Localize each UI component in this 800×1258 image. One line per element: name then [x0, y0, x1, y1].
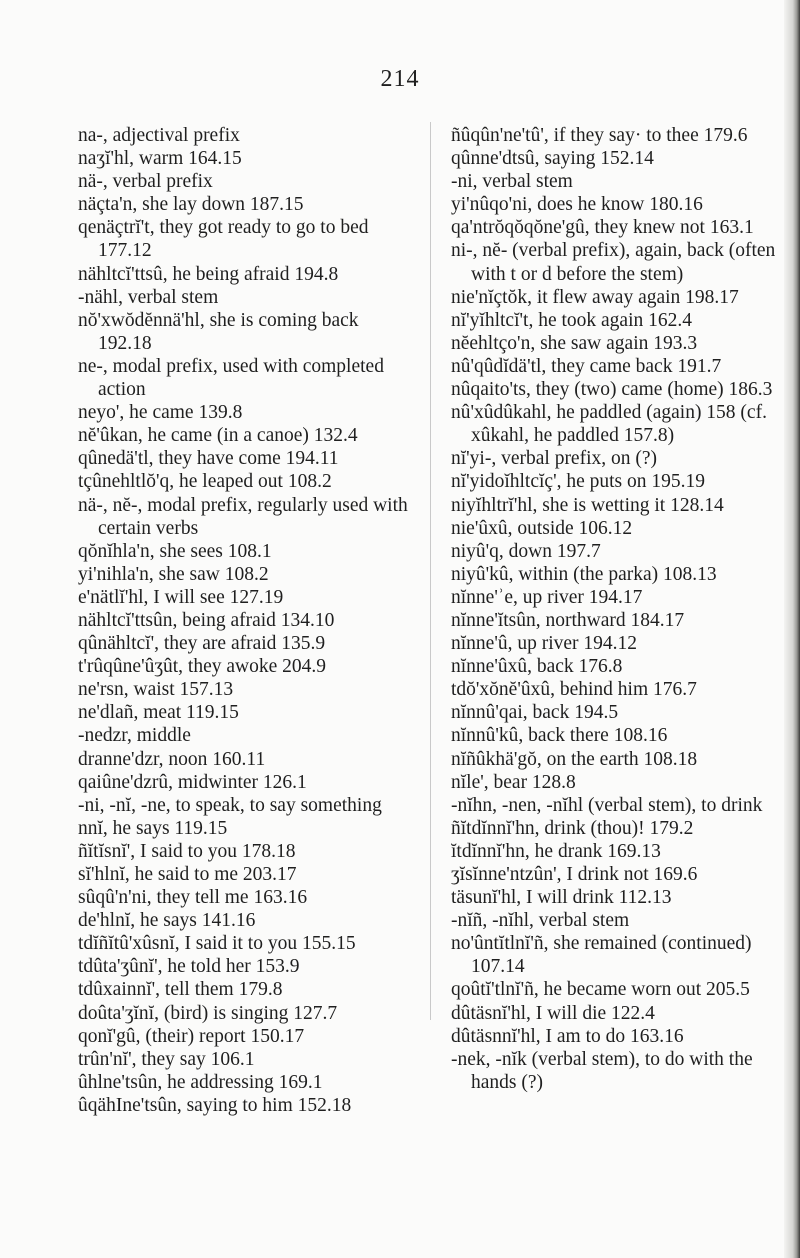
glossary-entry: nä-, verbal prefix — [78, 171, 213, 193]
glossary-entry: qûnähltcĭ', they are afraid 135.9 — [78, 633, 326, 655]
glossary-entry: nû'xûdûkahl, he paddled (again) 158 (cf. xûkahl, he paddled 157.8) — [451, 402, 767, 447]
glossary-entry: qûnne'dtsû, saying 152.14 — [451, 148, 654, 170]
glossary-entry: nie'nĭçtŏk, it flew away again 198.17 — [451, 286, 739, 308]
glossary-entry: nĭnnû'qai, back 194.5 — [451, 702, 619, 724]
glossary-entry: no'ûntĭtlnĭ'ñ, she remained (continued) 107.14 — [451, 933, 752, 978]
left-column — [78, 124, 413, 1117]
glossary-entry: nĕ'ûkan, he came (in a canoe) 132.4 — [78, 425, 358, 447]
glossary-entry: naʒĭ'hl, warm 164.15 — [78, 148, 242, 170]
glossary-entry: tçûnehltlŏ'q, he leaped out 108.2 — [78, 471, 332, 493]
glossary-entry: nĭnnû'kû, back there 108.16 — [451, 725, 668, 747]
glossary-entry: niyĭhltrĭ'hl, she is wetting it 128.14 — [451, 494, 724, 516]
glossary-entry: qenäçtrĭ't, they got ready to go to bed 177.12 — [78, 217, 369, 262]
glossary-entry: ñĭtdĭnnĭ'hn, drink (thou)! 179.2 — [451, 817, 694, 839]
glossary-entry: qoûtĭ'tlnĭ'ñ, he became worn out 205.5 — [451, 979, 750, 1001]
glossary-entry: dûtäsnĭ'hl, I will die 122.4 — [451, 1002, 655, 1024]
glossary-entry: qonĭ'gû, (their) report 150.17 — [78, 1025, 305, 1047]
glossary-entry: -nähl, verbal stem — [78, 286, 219, 308]
glossary-entry: -nĭñ, -nĭhl, verbal stem — [451, 910, 630, 932]
glossary-entry: ûqähIne'tsûn, saying to him 152.18 — [78, 1094, 352, 1116]
glossary-entry: ʒĭsĭnne'ntzûn', I drink not 169.6 — [451, 864, 698, 885]
glossary-entry: yi'nûqo'ni, does he know 180.16 — [451, 194, 703, 216]
glossary-entry: de'hlnĭ, he says 141.16 — [78, 910, 256, 932]
glossary-entry: -nedzr, middle — [78, 725, 191, 747]
right-column — [451, 124, 786, 1094]
glossary-entry: nähltcĭ'ttsûn, being afraid 134.10 — [78, 609, 335, 631]
glossary-entry: ne'dlañ, meat 119.15 — [78, 702, 239, 724]
glossary-entry: e'nätlĭ'hl, I will see 127.19 — [78, 586, 284, 608]
glossary-entry: yi'nihla'n, she saw 108.2 — [78, 563, 269, 585]
glossary-entry: qaiûne'dzrû, midwinter 126.1 — [78, 771, 307, 793]
glossary-entry: nû'qûdĭdä'tl, they came back 191.7 — [451, 355, 722, 377]
glossary-entry: na-, adjectival prefix — [78, 125, 240, 146]
glossary-entry: ne-, modal prefix, used with completed action — [78, 355, 384, 401]
glossary-entry: sûqû'n'ni, they tell me 163.16 — [78, 887, 308, 909]
glossary-entry: nĭ'yidoĭhltcĭç', he puts on 195.19 — [451, 471, 706, 493]
glossary-entry: trûn'nĭ', they say 106.1 — [78, 1048, 255, 1070]
glossary-entry: qŏnĭhla'n, she sees 108.1 — [78, 540, 272, 562]
glossary-entry: niyû'q, down 197.7 — [451, 540, 601, 562]
glossary-entry: nä-, nĕ-, modal prefix, regularly used with certain verbs — [78, 494, 408, 539]
glossary-entry: nie'ûxû, outside 106.12 — [451, 517, 633, 539]
glossary-entry: dranne'dzr, noon 160.11 — [78, 748, 266, 770]
glossary-entry: t'rûqûne'ûʒût, they awoke 204.9 — [78, 656, 327, 678]
glossary-entry: nĭle', bear 128.8 — [451, 771, 576, 793]
glossary-entry: nĭñûkhä'gŏ, on the earth 108.18 — [451, 748, 698, 770]
glossary-entry: nĭnne'û, up river 194.12 — [451, 633, 638, 655]
glossary-entry: doûta'ʒĭnĭ, (bird) is singing 127.7 — [78, 1002, 338, 1024]
glossary-entry: dûtäsnnĭ'hl, I am to do 163.16 — [451, 1025, 684, 1047]
glossary-entry: -nek, -nĭk (verbal stem), to do with the hands (?) — [451, 1048, 753, 1093]
glossary-entry: täsunĭ'hl, I will drink 112.13 — [451, 887, 672, 909]
page-number: 214 — [380, 66, 420, 92]
glossary-entry: nĭnne'ûxû, back 176.8 — [451, 656, 623, 678]
column-divider — [430, 122, 431, 1020]
glossary-entry: tdŏ'xŏnĕ'ûxû, behind him 176.7 — [451, 679, 697, 701]
glossary-entry: nĕehltço'n, she saw again 193.3 — [451, 332, 698, 354]
glossary-entry: -ni, verbal stem — [451, 171, 573, 193]
glossary-entry: nĭ'yĭhltcĭ't, he took again 162.4 — [451, 309, 692, 331]
glossary-entry: ne'rsn, waist 157.13 — [78, 679, 234, 701]
glossary-entry: nŏ'xwŏdĕnnä'hl, she is coming back 192.18 — [78, 309, 359, 354]
glossary-entry: qa'ntrŏqŏqŏne'gû, they knew not 163.1 — [451, 217, 754, 239]
glossary-entry: ûhlne'tsûn, he addressing 169.1 — [78, 1071, 323, 1093]
glossary-entry: näçta'n, she lay down 187.15 — [78, 194, 304, 216]
glossary-entry: -ni, -nĭ, -ne, to speak, to say something — [78, 794, 382, 816]
glossary-entry: ñûqûn'ne'tû', if they say· to thee 179.6 — [451, 125, 748, 146]
glossary-entry: nĭnne'ʾe, up river 194.17 — [451, 586, 643, 608]
glossary-entry: nĭ'yi-, verbal prefix, on (?) — [451, 448, 658, 470]
glossary-entry: nnĭ, he says 119.15 — [78, 817, 228, 839]
glossary-entry: tdĭñĭtû'xûsnĭ, I said it to you 155.15 — [78, 933, 356, 955]
glossary-entry: -nĭhn, -nen, -nĭhl (verbal stem), to drink — [451, 794, 763, 816]
glossary-entry: niyû'kû, within (the parka) 108.13 — [451, 563, 717, 585]
glossary-entry: nähltcĭ'ttsû, he being afraid 194.8 — [78, 263, 339, 285]
glossary-entry: tdûxainnĭ', tell them 179.8 — [78, 979, 283, 1001]
glossary-entry: nĭnne'ĭtsûn, northward 184.17 — [451, 609, 685, 631]
glossary-entry: ni-, nĕ- (verbal prefix), again, back (often with t or d before the stem) — [451, 240, 776, 285]
glossary-entry: sĭ'hlnĭ, he said to me 203.17 — [78, 864, 297, 885]
page-edge-shadow — [784, 0, 800, 1258]
glossary-entry: nûqaito'ts, they (two) came (home) 186.3 — [451, 379, 773, 401]
glossary-entry: neyo', he came 139.8 — [78, 402, 243, 424]
glossary-entry: tdûta'ʒûnĭ', he told her 153.9 — [78, 956, 300, 978]
glossary-entry: ĭtdĭnnĭ'hn, he drank 169.13 — [451, 840, 661, 862]
glossary-entry: ñĭtĭsnĭ', I said to you 178.18 — [78, 840, 296, 862]
glossary-entry: qûnedä'tl, they have come 194.11 — [78, 448, 339, 470]
